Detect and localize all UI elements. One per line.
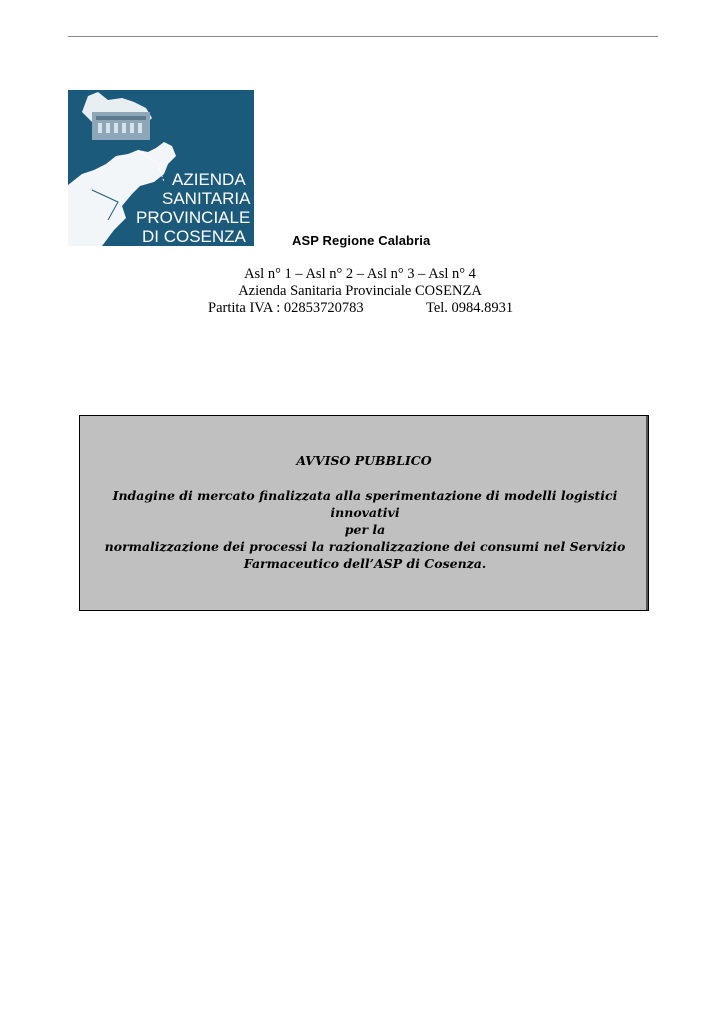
address-block — [180, 266, 540, 317]
org-title: ASP Regione Calabria — [292, 233, 431, 248]
logo-text-line-2: SANITARIA — [162, 189, 251, 208]
notice-body — [86, 487, 644, 572]
logo-text-line-1: AZIENDA — [172, 170, 246, 189]
piva-row — [180, 300, 540, 317]
notice-box — [79, 415, 649, 611]
notice-heading: AVVISO PUBBLICO — [296, 453, 432, 468]
notice-line: Indagine di mercato finalizzata alla sperimentazione di modelli logistici innovativi — [112, 488, 618, 520]
azienda-line: Azienda Sanitaria Provinciale COSENZA — [238, 283, 482, 299]
notice-line: normalizzazione dei processi la razionalizzazione dei consumi nel Servizio — [104, 539, 626, 554]
partita-iva: Partita IVA : 02853720783 — [208, 300, 364, 316]
logo-text-line-3: PROVINCIALE — [136, 208, 251, 227]
asp-cosenza-logo — [68, 90, 254, 246]
telefono: Tel. 0984.8931 — [426, 300, 514, 316]
logo-text-line-4: DI COSENZA — [142, 227, 246, 246]
header-rule — [68, 36, 658, 37]
asl-line: Asl n° 1 – Asl n° 2 – Asl n° 3 – Asl n° 4 — [244, 266, 476, 282]
logo-graphic — [68, 90, 254, 246]
notice-line: per la — [344, 522, 386, 537]
notice-line: Farmaceutico dell’ASP di Cosenza. — [243, 556, 487, 571]
